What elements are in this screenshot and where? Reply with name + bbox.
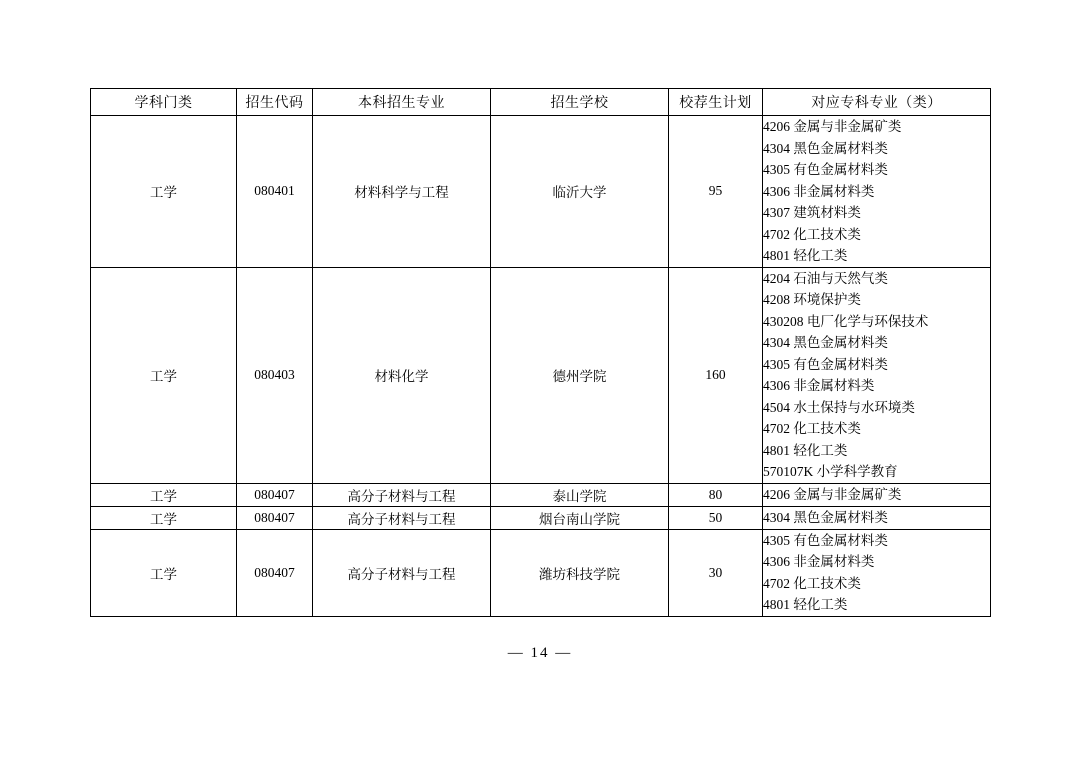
specialty-line: 4504 水土保持与水环境类 [763,399,915,415]
cell-code: 080407 [237,529,313,616]
cell-major: 高分子材料与工程 [313,483,491,506]
specialty-line: 4304 黑色金属材料类 [763,509,888,525]
table-row [91,506,991,529]
cell-major: 高分子材料与工程 [313,506,491,529]
cell-school: 德州学院 [491,267,669,483]
cell-plan: 160 [669,267,763,483]
specialty-line: 4702 化工技术类 [763,575,861,591]
table-row [91,483,991,506]
specialty-line: 4305 有色金属材料类 [763,162,888,177]
specialty-line: 4304 黑色金属材料类 [763,140,888,156]
cell-plan: 80 [669,483,763,506]
specialty-line: 4801 轻化工类 [763,442,848,458]
cell-specialties [763,116,991,268]
specialty-line: 4801 轻化工类 [763,597,848,612]
table-row [91,529,991,616]
table-header [91,89,991,116]
cell-specialties [763,506,991,529]
specialty-line: 4306 非金属材料类 [763,554,875,569]
cell-category: 工学 [91,267,237,483]
specialty-line: 4304 黑色金属材料类 [763,335,888,350]
column-header-specialties: 对应专科专业（类） [763,89,991,116]
cell-code: 080403 [237,267,313,483]
enrollment-table [90,88,991,617]
cell-category: 工学 [91,529,237,616]
cell-specialties [763,267,991,483]
specialty-line: 4306 非金属材料类 [763,183,875,199]
specialty-line: 4208 环境保护类 [763,292,861,307]
specialty-line: 4306 非金属材料类 [763,378,875,393]
column-header-plan: 校荐生计划 [669,89,763,116]
specialty-line: 4702 化工技术类 [763,226,861,242]
cell-major: 材料科学与工程 [313,116,491,268]
specialty-line: 4206 金属与非金属矿类 [763,486,902,502]
cell-school: 潍坊科技学院 [491,529,669,616]
specialty-line: 570107K 小学科学教育 [763,464,898,479]
column-header-code: 招生代码 [237,89,313,116]
table-header-row [91,89,991,116]
column-header-category: 学科门类 [91,89,237,116]
specialty-line: 4801 轻化工类 [763,248,848,263]
cell-major: 材料化学 [313,267,491,483]
specialty-line: 4206 金属与非金属矿类 [763,119,902,134]
specialty-line: 430208 电厂化学与环保技术 [763,313,929,329]
specialty-line: 4305 有色金属材料类 [763,532,888,548]
page-number: — 14 — [507,645,573,661]
specialty-line: 4702 化工技术类 [763,421,861,436]
cell-code: 080407 [237,506,313,529]
cell-school: 烟台南山学院 [491,506,669,529]
cell-specialties [763,529,991,616]
specialty-line: 4307 建筑材料类 [763,205,861,220]
table-row [91,116,991,268]
table-row [91,267,991,483]
cell-code: 080407 [237,483,313,506]
cell-plan: 50 [669,506,763,529]
cell-category: 工学 [91,506,237,529]
cell-school: 泰山学院 [491,483,669,506]
specialty-line: 4305 有色金属材料类 [763,356,888,372]
cell-category: 工学 [91,483,237,506]
cell-school: 临沂大学 [491,116,669,268]
cell-category: 工学 [91,116,237,268]
cell-major: 高分子材料与工程 [313,529,491,616]
table-body [91,116,991,617]
cell-specialties [763,483,991,506]
specialty-line: 4204 石油与天然气类 [763,270,888,286]
column-header-school: 招生学校 [491,89,669,116]
cell-plan: 95 [669,116,763,268]
column-header-major: 本科招生专业 [313,89,491,116]
cell-plan: 30 [669,529,763,616]
cell-code: 080401 [237,116,313,268]
